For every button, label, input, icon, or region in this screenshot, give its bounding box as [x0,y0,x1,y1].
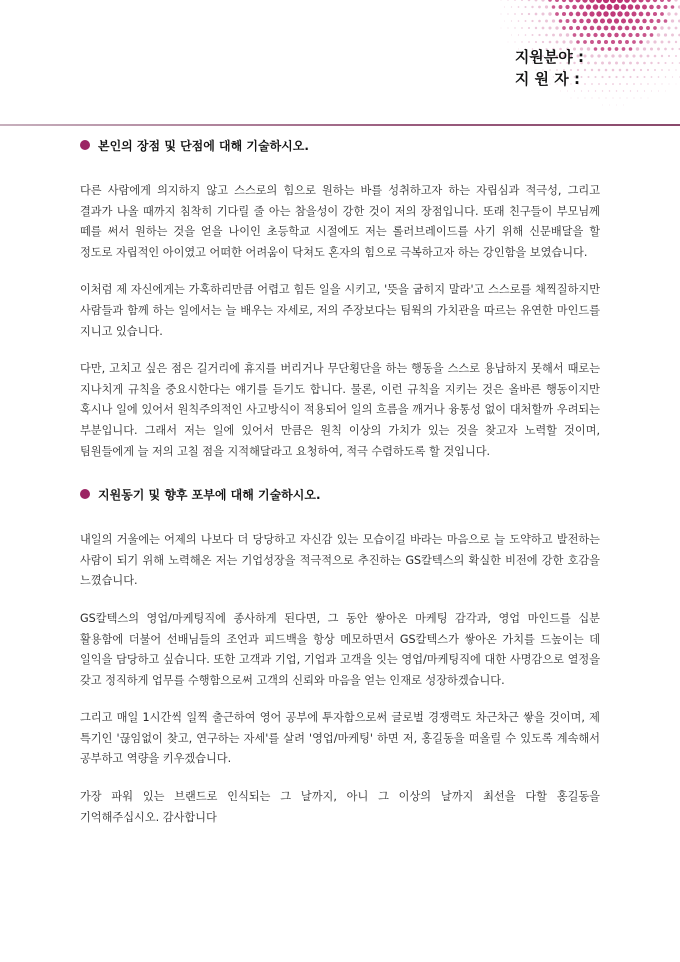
section-heading-strengths [80,135,600,155]
paragraph: 다른 사람에게 의지하지 않고 스스로의 힘으로 원하는 바를 성취하고자 하는 자립심과 적극성, 그리고 결과가 나올 때까지 침착히 기다릴 줄 아는 참을성이 강한 것이 저의 장점입니다. 또래 친구들이 부모님께 떼를 써서 원하는 것을 얻을 나이인 초등학교 시절에도 저는 롤러브레이드를 사기 위해 신문배달을 할 정도로 자립적인 아이였고 어떠한 어려움이 닥쳐도 혼자의 힘으로 극복하고자 하는 강인함을 보였습니다. [80,184,600,259]
applicant-info [515,46,584,90]
field-label: 지원분야 : [514,48,584,66]
paragraph: 이처럼 제 자신에게는 가혹하리만큼 어렵고 힘든 일을 시키고, '뜻을 굽히지 말라'고 스스로를 채찍질하지만 사람들과 함께 하는 일에서는 늘 배우는 자세로, 저의 주장보다는 팀웍의 가치관을 따르는 유연한 마인드를 지니고 있습니다. [80,283,600,338]
section-heading-text: 본인의 장점 및 단점에 대해 기술하시오. [98,138,309,153]
paragraph: 가장 파워 있는 브랜드로 인식되는 그 날까지, 아니 그 이상의 날까지 최선을 다할 홍길동을 기억해주십시오. 감사합니다 [80,790,600,824]
section-heading-motivation [80,484,600,504]
section-heading-text: 지원동기 및 향후 포부에 대해 기술하시오. [98,487,321,502]
paragraph: 그리고 매일 1시간씩 일찍 출근하여 영어 공부에 투자함으로써 글로벌 경쟁력도 차근차근 쌓을 것이며, 제 특기인 '끊임없이 찾고, 연구하는 자세'를 살려 '영업/마케팅' 하면 저, 홍길동을 떠올릴 수 있도록 계속해서 공부하고 역량을 키우겠습니다. [80,711,600,766]
header-divider [0,124,680,126]
paragraph: GS칼텍스의 영업/마케팅직에 종사하게 된다면, 그 동안 쌓아온 마케팅 감각과, 영업 마인드를 십분 활용함에 더불어 선배님들의 조언과 피드백을 항상 메모하면서 GS칼텍스가 쌓아온 가치를 드높이는 데 일익을 담당하고 싶습니다. 또한 고객과 기업, 기업과 고객을 잇는 영업/마케팅직에 대한 사명감으로 열정을 갖고 정직하게 업무를 수행함으로써 고객의 신뢰와 마음을 얻는 인재로 성장하겠습니다. [80,611,600,687]
paragraph: 다만, 고치고 싶은 점은 길거리에 휴지를 버리거나 무단횡단을 하는 행동을 스스로 용납하지 못해서 때로는 지나치게 규칙을 중요시한다는 얘기를 듣기도 합니다. 물론, 이런 규칙을 지키는 것은 올바른 행동이지만 혹시나 일에 있어서 원칙주의적인 사고방식이 적용되어 일의 흐름을 깨거나 융통성 없이 대처할까 우려되는 부분입니다. 그래서 저는 일에 있어서 만큼은 원칙 이상의 가치가 있는 것을 찾고자 노력할 것이며, 팀원들에게 늘 저의 고칠 점을 지적해달라고 요청하여, 적극 수렴하도록 할 것입니다. [80,362,600,458]
bullet-icon [80,140,90,150]
bullet-icon [80,489,90,499]
paragraph: 내일의 거울에는 어제의 나보다 더 당당하고 자신감 있는 모습이길 바라는 마음으로 늘 도약하고 발전하는 사람이 되기 위해 노력해온 저는 기업성장을 적극적으로 추진하는 GS칼텍스의 확실한 비전에 강한 호감을 느꼈습니다. [80,533,600,588]
applicant-name-label: 지 원 자 : [514,70,580,88]
essay-body [80,135,600,845]
